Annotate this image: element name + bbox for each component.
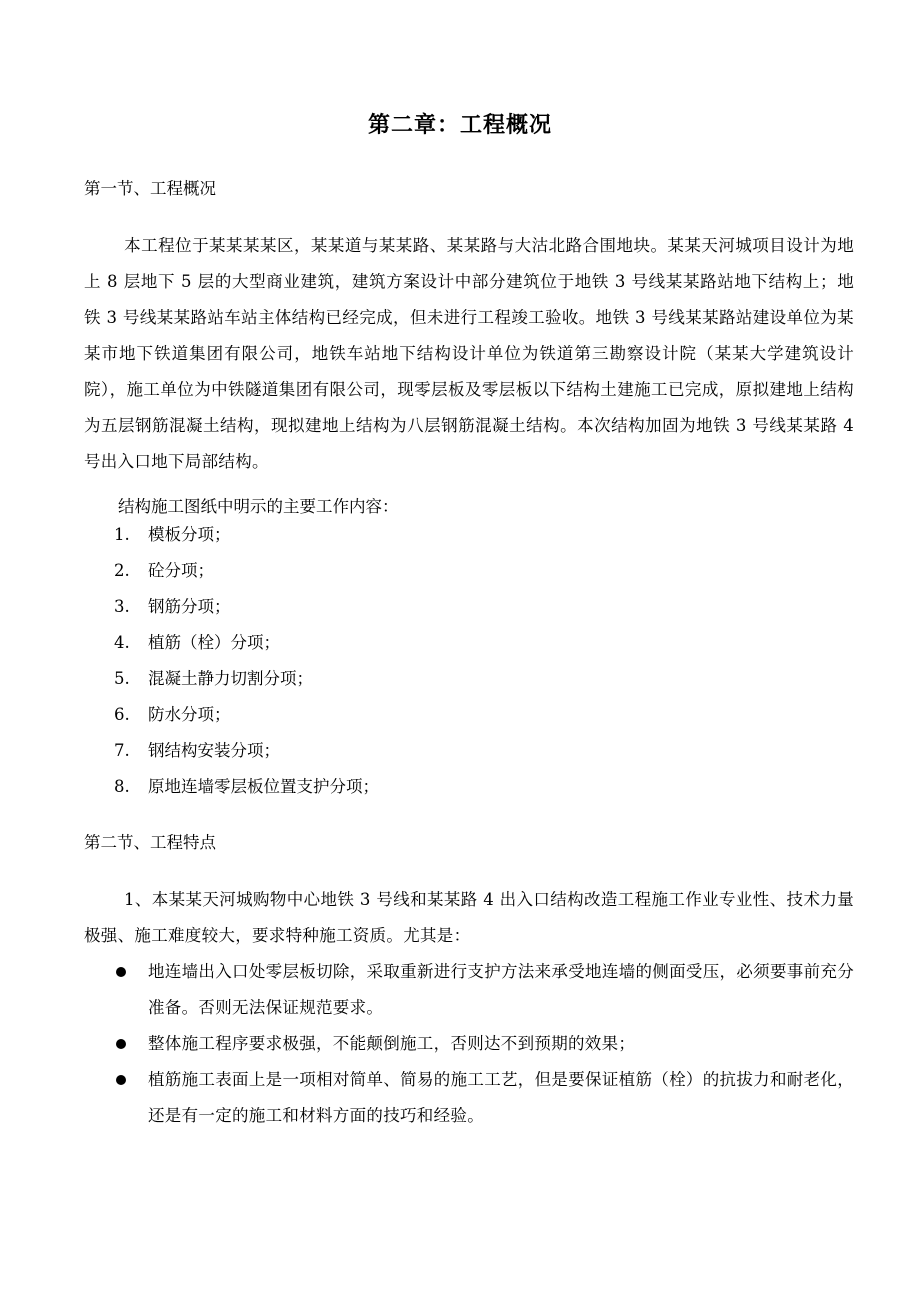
list-item-number: 6. [114, 705, 130, 724]
list-item-number: 4. [114, 633, 130, 652]
list-item-text: 钢筋分项； [148, 597, 231, 616]
list-item [114, 776, 379, 812]
work-items-list [114, 524, 379, 812]
bullet-text: 植筋施工表面上是一项相对简单、简易的施工工艺，但是要保证植筋（栓）的抗拔力和耐老化，还是有一定的施工和材料方面的技巧和经验。 [148, 1070, 854, 1125]
list-item-text: 钢结构安装分项； [148, 741, 280, 760]
section1-heading: 第一节、工程概况 [84, 179, 216, 198]
bullet-item [114, 1062, 854, 1134]
chapter-title: 第二章：工程概况 [367, 113, 552, 138]
bullet-dot-icon [116, 1075, 126, 1085]
bullet-text: 整体施工程序要求极强，不能颠倒施工，否则达不到预期的效果； [148, 1034, 636, 1053]
list-item [114, 632, 379, 668]
list-item-text: 砼分项； [148, 561, 214, 580]
section2-heading: 第二节、工程特点 [84, 833, 216, 852]
features-bullet-list [114, 954, 854, 1134]
list-item-number: 8. [114, 777, 130, 796]
list-item-number: 7. [114, 741, 130, 760]
list-intro: 结构施工图纸中明示的主要工作内容： [118, 497, 399, 516]
list-item-number: 3. [114, 597, 130, 616]
bullet-text: 地连墙出入口处零层板切除，采取重新进行支护方法来承受地连墙的侧面受压，必须要事前充分准备。否则无法保证规范要求。 [148, 962, 854, 1017]
list-item [114, 668, 379, 704]
list-item-text: 混凝土静力切割分项； [148, 669, 313, 688]
list-item-number: 2. [114, 561, 130, 580]
section1-paragraph [84, 228, 854, 480]
list-item [114, 740, 379, 776]
list-item [114, 596, 379, 632]
list-item [114, 560, 379, 596]
bullet-item [114, 1026, 854, 1062]
section2-paragraph [84, 882, 854, 954]
bullet-item [114, 954, 854, 1026]
list-item-text: 植筋（栓）分项； [148, 633, 280, 652]
list-item-text: 模板分项； [148, 525, 231, 544]
list-item [114, 524, 379, 560]
list-item-text: 防水分项； [148, 705, 231, 724]
section2-paragraph-text: 1、本某某天河城购物中心地铁 3 号线和某某路 4 出入口结构改造工程施工作业专业性、技术力量极强、施工难度较大，要求特种施工资质。尤其是： [84, 890, 854, 945]
list-item-number: 5. [114, 669, 130, 688]
bullet-dot-icon [116, 1039, 126, 1049]
list-item-text: 原地连墙零层板位置支护分项； [148, 777, 379, 796]
section1-paragraph-text: 本工程位于某某某某区，某某道与某某路、某某路与大沽北路合围地块。某某天河城项目设计为地上 8 层地下 5 层的大型商业建筑，建筑方案设计中部分建筑位于地铁 3 号线某某路站地下结构上；地铁 3 号线某某路站车站主体结构已经完成，但未进行工程竣工验收。地铁 3 号线某某路站建设单位为某某市地下铁道集团有限公司，地铁车站地下结构设计单位为铁道第三勘察设计院（某某大学建筑设计院），施工单位为中铁隧道集团有限公司，现零层板及零层板以下结构土建施工已完成，原拟建地上结构为五层钢筋混凝土结构，现拟建地上结构为八层钢筋混凝土结构。本次结构加固为地铁 3 号线某某路 4 号出入口地下局部结构。 [84, 236, 854, 471]
bullet-dot-icon [116, 967, 126, 977]
list-item-number: 1. [114, 525, 130, 544]
list-item [114, 704, 379, 740]
